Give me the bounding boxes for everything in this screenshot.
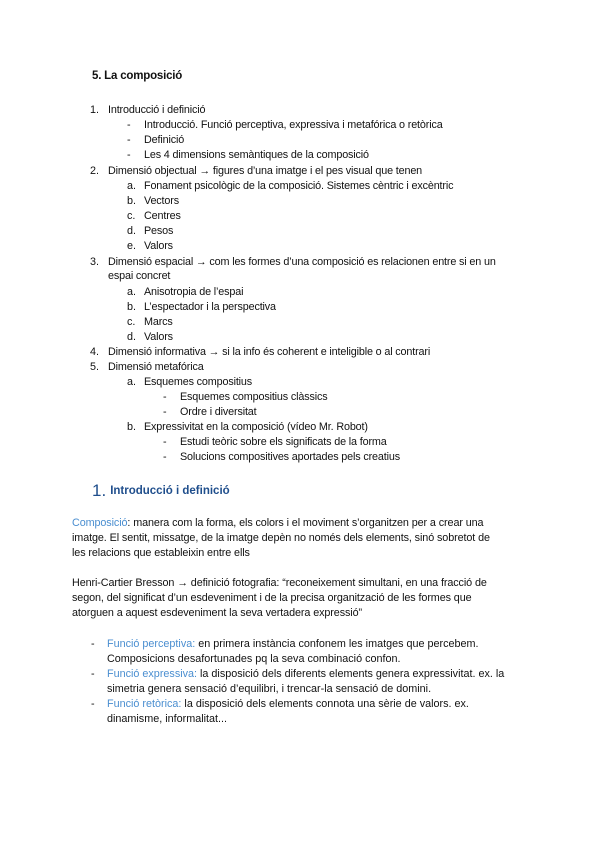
term-funcio-retorica: Funció retòrica:: [107, 698, 182, 710]
outline-item-1-1: Introducció. Funció perceptiva, expressiva i metafórica o retòrica: [144, 119, 443, 131]
outline-item-3-cont: espai concret: [108, 270, 171, 282]
paragraph-line: segon, del significat d’un esdeveniment i de la precisa organització de les formes que: [72, 592, 472, 604]
outline-marker-5-b: b.: [127, 421, 137, 433]
definition-paragraph: [72, 516, 528, 561]
outline-item-3-a: Anisotropia de l’espai: [144, 286, 244, 298]
heading-text: Introducció i definició: [110, 485, 230, 497]
outline-marker-5-a-2: -: [163, 406, 167, 418]
function-text-cont: Composicions desafortunades pq la seva combinació confon.: [107, 653, 401, 665]
outline-item-5-a-2: Ordre i diversitat: [180, 406, 257, 418]
heading-number: 1.: [92, 481, 107, 500]
outline-marker-5-b-1: -: [163, 436, 167, 448]
outline-item-5-a-1: Esquemes compositius clàssics: [180, 391, 328, 403]
outline-marker-2-d: d.: [127, 225, 137, 237]
function-expressiva: [107, 667, 528, 697]
outline-item-1: Introducció i definició: [108, 104, 206, 116]
paragraph-line: imatge. El sentit, missatge, de la imatge depèn no només dels elements, sinó sobretot de: [72, 532, 490, 544]
bullet-dash: -: [91, 668, 95, 680]
outline-marker-2-c: c.: [127, 210, 136, 222]
function-text: en primera instància confonem les imatges que percebem.: [195, 638, 479, 650]
bullet-dash: -: [91, 638, 95, 650]
paragraph-line: les relacions que estableixin entre ells: [72, 547, 250, 559]
function-text-cont: dinamisme, informalitat...: [107, 713, 228, 725]
function-text: la disposició dels diferents elements genera expressivitat. ex. la: [197, 668, 505, 680]
paragraph-line: atorguen a aquest esdeveniment la seva vertadera expressió”: [72, 607, 362, 619]
function-retorica: [107, 697, 528, 727]
outline-marker-5-a: a.: [127, 376, 137, 388]
outline-item-1-2: Definició: [144, 134, 185, 146]
outline-item-5-a: Esquemes compositius: [144, 376, 253, 388]
outline-marker-2: 2.: [90, 165, 100, 177]
function-perceptiva: [107, 637, 528, 667]
section-heading: [92, 481, 230, 501]
outline-item-5-b-1: Estudi teòric sobre els significats de la forma: [180, 436, 387, 448]
outline-item-2-c: Centres: [144, 210, 181, 222]
paragraph-line: Henri-Cartier Bresson → definició fotografia: “reconeixement simultani, en una fracció de: [72, 577, 487, 589]
outline-marker-3-c: c.: [127, 316, 136, 328]
outline-marker-2-e: e.: [127, 240, 137, 252]
outline-item-5: Dimensió metafórica: [108, 361, 204, 373]
term-funcio-perceptiva: Funció perceptiva:: [107, 638, 196, 650]
outline-item-5-b: Expressivitat en la composició (vídeo Mr. Robot): [144, 421, 368, 433]
outline-marker-3-b: b.: [127, 301, 137, 313]
bullet-dash: -: [91, 698, 95, 710]
outline-item-2: Dimensió objectual → figures d’una imatge i el pes visual que tenen: [108, 165, 423, 177]
outline-item-2-a: Fonament psicològic de la composició. Sistemes cèntric i excèntric: [144, 180, 454, 192]
outline-marker-4: 4.: [90, 346, 100, 358]
function-text: la disposició dels elements connota una sèrie de valors. ex.: [181, 698, 469, 710]
outline-item-3-b: L’espectador i la perspectiva: [144, 301, 276, 313]
outline-marker-5-b-2: -: [163, 451, 167, 463]
outline-item-1-3: Les 4 dimensions semàntiques de la composició: [144, 149, 369, 161]
term-funcio-expressiva: Funció expressiva:: [107, 668, 198, 680]
paragraph-text: : manera com la forma, els colors i el moviment s’organitzen per a crear una: [127, 517, 484, 529]
outline-item-2-d: Pesos: [144, 225, 174, 237]
outline-marker-5: 5.: [90, 361, 100, 373]
paragraph-line: [72, 516, 528, 531]
outline-marker-3-a: a.: [127, 286, 137, 298]
outline-marker-1-2: -: [127, 134, 131, 146]
outline-marker-1: 1.: [90, 104, 100, 116]
outline-marker-1-3: -: [127, 149, 131, 161]
function-text-cont: simetria genera sensació d’equilibri, i trencar-la sensació de domini.: [107, 683, 432, 695]
outline-marker-5-a-1: -: [163, 391, 167, 403]
outline-marker-3-d: d.: [127, 331, 137, 343]
outline-marker-2-a: a.: [127, 180, 137, 192]
outline-item-2-e: Valors: [144, 240, 173, 252]
section-title: 5. La composició: [92, 70, 183, 82]
outline-item-4: Dimensió informativa → si la info és coherent e inteligible o al contrari: [108, 346, 431, 358]
outline-item-3-d: Valors: [144, 331, 173, 343]
outline-item-3-c: Marcs: [144, 316, 173, 328]
outline-marker-2-b: b.: [127, 195, 137, 207]
outline-item-3: Dimensió espacial → com les formes d’una composició es relacionen entre si en un: [108, 256, 496, 268]
outline-marker-1-1: -: [127, 119, 131, 131]
outline-item-5-b-2: Solucions compositives aportades pels creatius: [180, 451, 400, 463]
bresson-paragraph: [72, 576, 528, 621]
outline-marker-3: 3.: [90, 256, 100, 268]
term-composicio: Composició: [72, 517, 128, 529]
outline-item-2-b: Vectors: [144, 195, 179, 207]
